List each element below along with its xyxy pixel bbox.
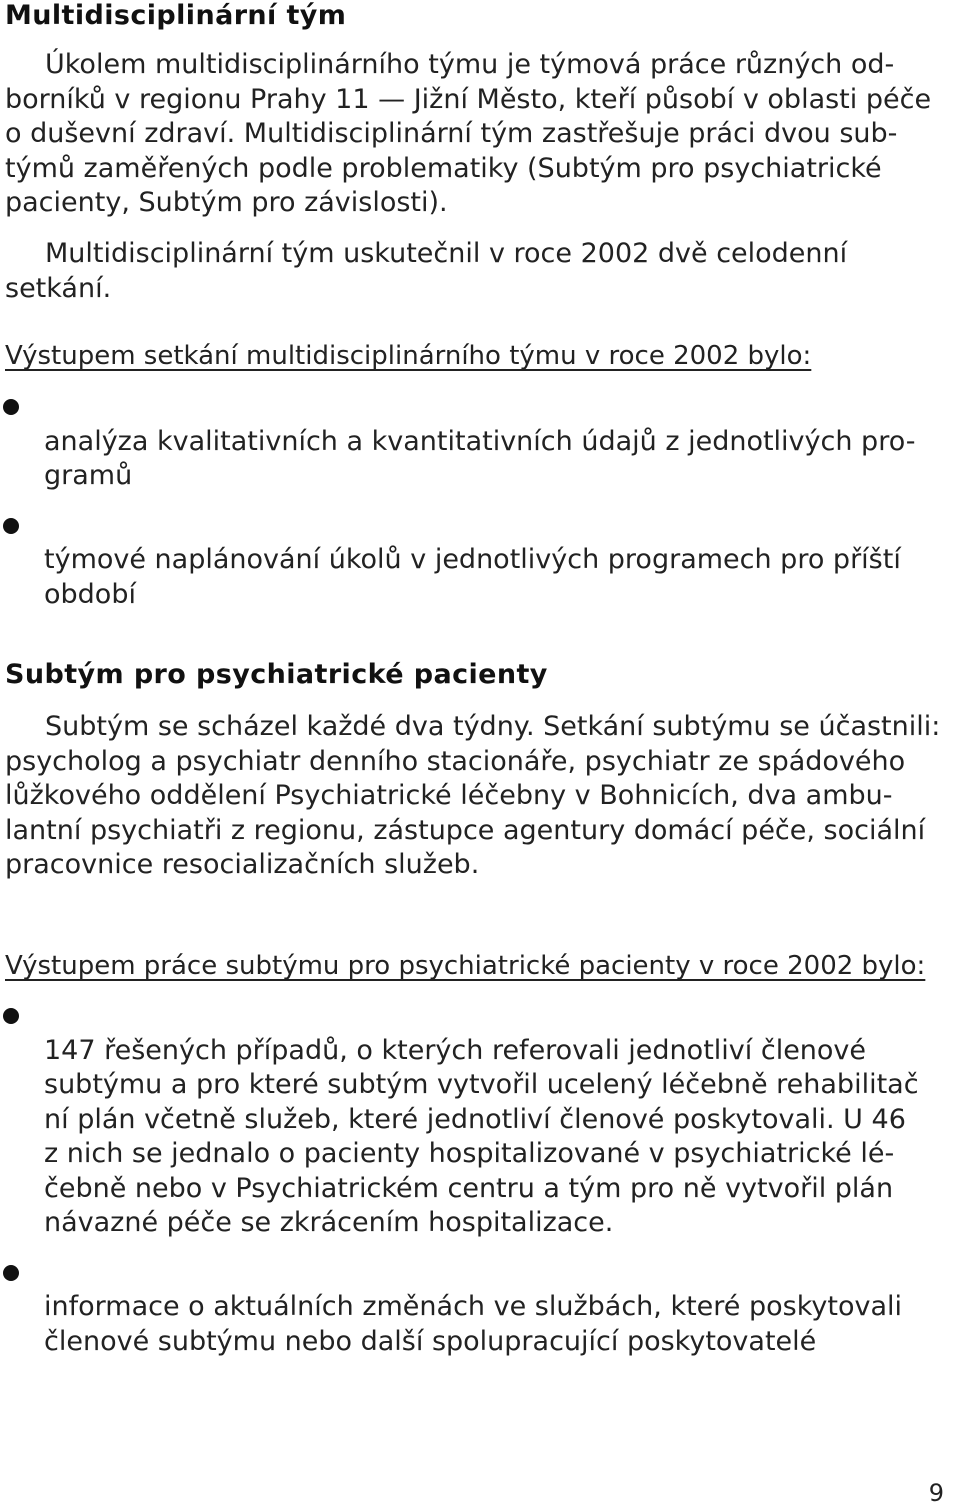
list-item-text: týmové naplánování úkolů v jednotlivých programech pro příští období — [44, 544, 901, 610]
subteam-outputs-heading: Výstupem práce subtýmu pro psychiatrické pacienty v roce 2002 bylo: — [5, 951, 926, 981]
page-number: 9 — [928, 1479, 944, 1507]
subteam-paragraph: Subtým se scházel každé dva týdny. Setkání subtýmu se účastnili: psycholog a psychiatr denního stacionáře, psychiatr ze spádového lůžkového oddělení Psychiatrické léčebny v Bohnicích, dva ambu- lantní psychiatři z regionu, zástupce agentury domácí péče, sociální pracovnice resocializačních služeb. — [5, 711, 941, 880]
list-item — [0, 390, 955, 494]
section-heading-multidisciplinary-team: Multidisciplinární tým — [5, 0, 347, 31]
list-item — [0, 1256, 955, 1360]
bullet-icon — [3, 1008, 19, 1024]
intro-paragraph: Úkolem multidisciplinárního týmu je týmová práce různých od- borníků v regionu Prahy 11 — Jižní Město, kteří působí v oblasti péče o duševní zdraví. Multidisciplinární tým zastřešuje práci dvou sub- týmů zaměřených podle problematiky (Subtým pro psychiatrické pacienty, Subtým pro závislosti). — [5, 49, 932, 218]
bullet-icon — [3, 1265, 19, 1281]
bullet-icon — [3, 399, 19, 415]
list-item — [0, 509, 955, 613]
list-item-text: 147 řešených případů, o kterých referovali jednotliví členové subtýmu a pro které subtým vytvořil ucelený léčebně rehabilitač ní plán včetně služeb, které jednotliví členové poskytovali. U 46 z nich se jednalo o pacienty hospitalizované v psychiatrické lé- čebně nebo v Psychiatrickém centru a tým pro ně vytvořil plán návazné péče se zkrácením hospitalizace. — [44, 1034, 919, 1238]
team-outputs-heading: Výstupem setkání multidisciplinárního týmu v roce 2002 bylo: — [5, 341, 812, 371]
team-outputs-list — [0, 390, 955, 612]
list-item-text: analýza kvalitativních a kvantitativních údajů z jednotlivých pro- gramů — [44, 425, 916, 491]
meetings-paragraph: Multidisciplinární tým uskutečnil v roce 2002 dvě celodenní setkání. — [5, 238, 848, 304]
subteam-outputs-list — [0, 999, 955, 1359]
section-heading-psychiatric-subteam: Subtým pro psychiatrické pacienty — [5, 659, 548, 690]
bullet-icon — [3, 518, 19, 534]
list-item — [0, 999, 955, 1241]
list-item-text: informace o aktuálních změnách ve službách, které poskytovali členové subtýmu nebo další spolupracující poskytovatelé — [44, 1291, 902, 1357]
